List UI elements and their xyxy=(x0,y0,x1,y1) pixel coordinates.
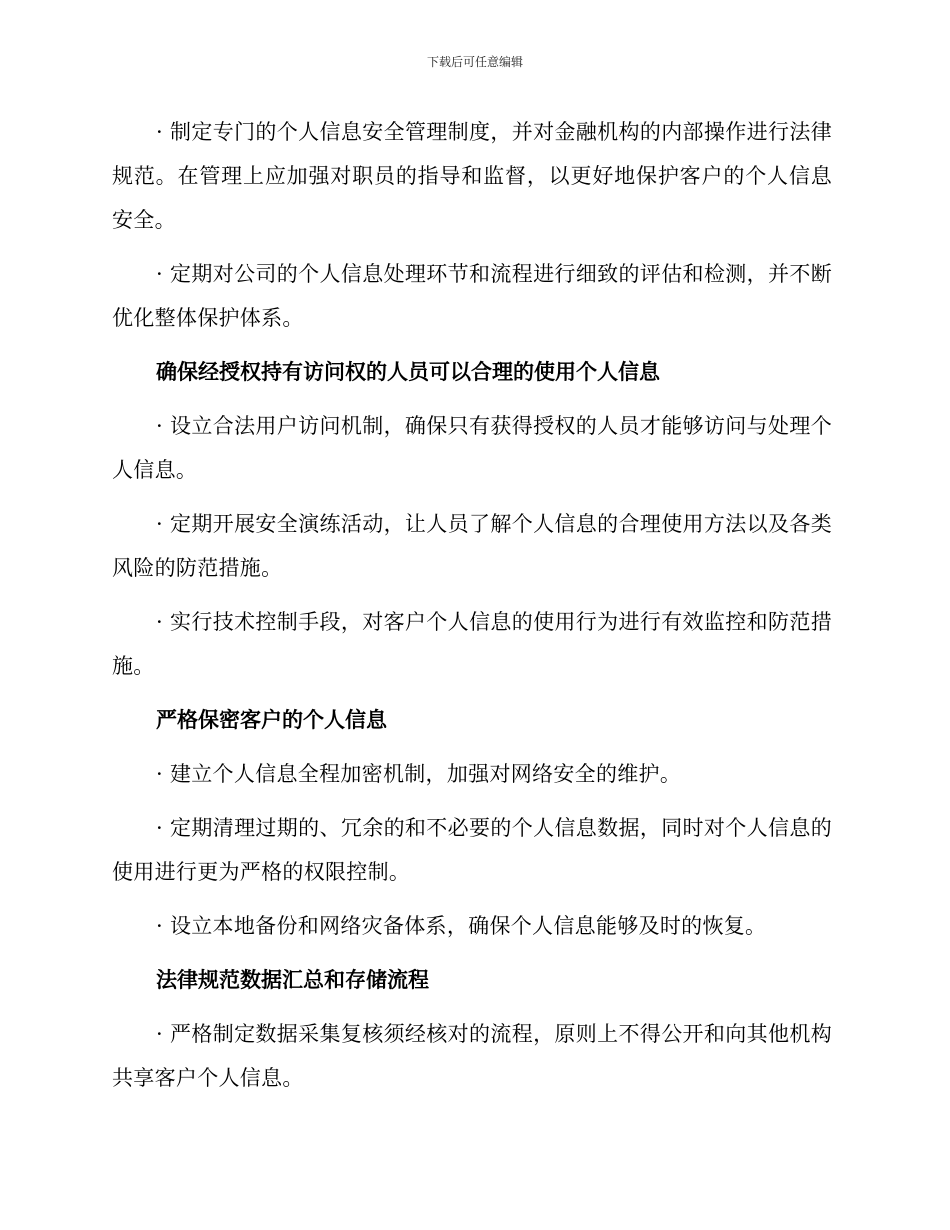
section-heading: 法律规范数据汇总和存储流程 xyxy=(156,968,429,992)
page-header: 下载后可任意编辑 xyxy=(426,55,523,69)
paragraph: · 设立本地备份和网络灾备体系，确保个人信息能够及时的恢复。 xyxy=(156,914,767,938)
paragraph: · 制定专门的个人信息安全管理制度，并对金融机构的内部操作进行法律规范。在管理上应加强对职员的指导和监督，以更好地保护客户的个人信息安全。 xyxy=(112,120,832,232)
paragraph: · 定期对公司的个人信息处理环节和流程进行细致的评估和检测，并不断优化整体保护体系。 xyxy=(112,262,832,330)
section-heading: 确保经授权持有访问权的人员可以合理的使用个人信息 xyxy=(156,360,660,384)
paragraph: · 严格制定数据采集复核须经核对的流程，原则上不得公开和向其他机构共享客户个人信息。 xyxy=(112,1022,832,1090)
document-body xyxy=(112,110,832,1100)
paragraph: · 设立合法用户访问机制，确保只有获得授权的人员才能够访问与处理个人信息。 xyxy=(112,414,832,482)
section-heading: 严格保密客户的个人信息 xyxy=(156,708,387,732)
paragraph: · 定期开展安全演练活动，让人员了解个人信息的合理使用方法以及各类风险的防范措施。 xyxy=(112,512,832,580)
paragraph: · 定期清理过期的、冗余的和不必要的个人信息数据，同时对个人信息的使用进行更为严格的权限控制。 xyxy=(112,816,832,884)
paragraph: · 实行技术控制手段，对客户个人信息的使用行为进行有效监控和防范措施。 xyxy=(112,610,832,678)
paragraph: · 建立个人信息全程加密机制，加强对网络安全的维护。 xyxy=(156,762,682,786)
